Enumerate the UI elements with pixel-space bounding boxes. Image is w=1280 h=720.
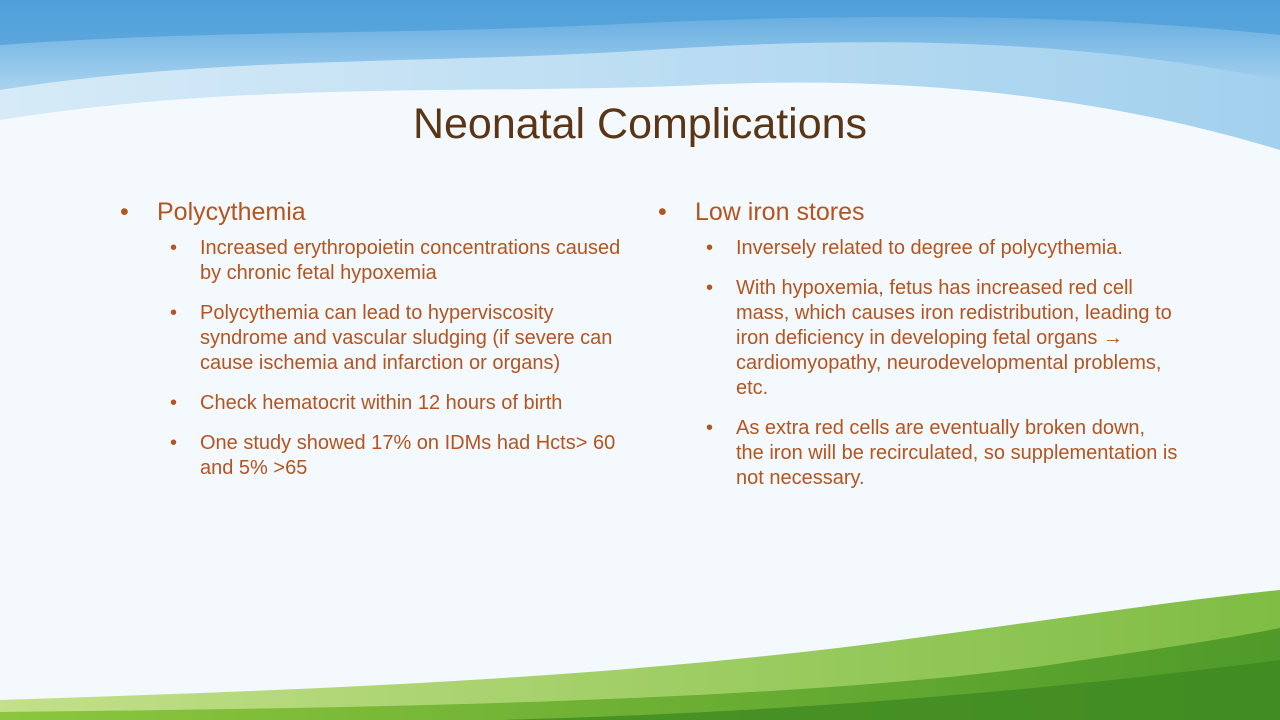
list-item-text: As extra red cells are eventually broken down, the iron will be recirculated, so supplementation is not necessary. [736, 417, 1178, 489]
list-item [170, 431, 630, 481]
left-heading-text: Polycythemia [157, 198, 306, 226]
list-item [170, 301, 630, 376]
bullet-icon: • [170, 392, 178, 414]
list-item [706, 236, 1178, 261]
list-item-text: Inversely related to degree of polycythemia. [736, 237, 1123, 259]
left-bullet-list [170, 236, 630, 481]
list-item-text: Increased erythropoietin concentrations caused by chronic fetal hypoxemia [200, 237, 621, 284]
right-column [658, 192, 1178, 506]
right-heading-text: Low iron stores [695, 198, 865, 226]
list-item [170, 391, 630, 416]
list-item [170, 236, 630, 286]
bullet-icon: • [170, 237, 178, 259]
slide-title: Neonatal Complications [412, 100, 868, 148]
left-column [120, 192, 630, 496]
list-item-text: Check hematocrit within 12 hours of birth [200, 392, 563, 414]
bullet-icon: • [706, 417, 714, 439]
list-item [706, 276, 1178, 401]
bullet-icon: • [170, 432, 178, 454]
bullet-icon: • [706, 277, 714, 299]
list-item-text: Polycythemia can lead to hyperviscosity syndrome and vascular sludging (if severe can cause ischemia and infarction or organs) [200, 302, 613, 374]
list-item-text: One study showed 17% on IDMs had Hcts> 60 and 5% >65 [200, 432, 616, 479]
bullet-icon: • [170, 302, 178, 324]
bullet-icon: • [120, 198, 129, 226]
list-item [706, 416, 1178, 491]
left-heading [120, 192, 630, 232]
list-item-text: With hypoxemia, fetus has increased red cell mass, which causes iron redistribution, leading to iron deficiency in developing fetal organs → cardiomyopathy, neurodevelopmental problems, etc. [736, 277, 1172, 399]
right-bullet-list [706, 236, 1178, 491]
bullet-icon: • [706, 237, 714, 259]
bullet-icon: • [658, 198, 667, 226]
right-heading [658, 192, 1178, 232]
